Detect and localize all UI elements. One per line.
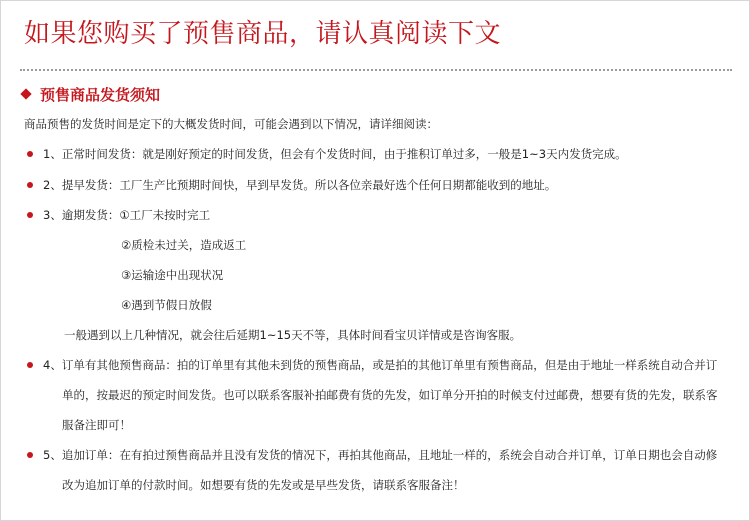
overdue-reason-3: ③运输途中出现状况 — [121, 268, 224, 282]
list-item-5-line-1: 5、追加订单：在有拍过预售商品并且没有发货的情况下，再拍其他商品，且地址一样的，系统会自动合并订单，订单日期也会自动修 — [43, 448, 718, 462]
list-item-4-line-2: 单的，按最迟的预定时间发货。也可以联系客服补拍邮费有货的先发，如订单分开拍的时候支付过邮费，想要有货的先发，联系客 — [62, 388, 718, 402]
list-item-4-line-3: 服备注即可！ — [62, 418, 131, 432]
diamond-icon — [20, 88, 31, 99]
list-item-3-line-1: 3、逾期发货：①工厂未按时完工 — [43, 208, 211, 222]
overdue-reason-2: ②质检未过关，造成返工 — [121, 238, 247, 252]
bullet-icon — [27, 212, 33, 218]
bullet-icon — [27, 362, 33, 368]
section-heading — [22, 84, 160, 106]
intro-text: 商品预售的发货时间是定下的大概发货时间，可能会遇到以下情况，请详细阅读： — [24, 117, 438, 131]
overdue-reason-4: ④遇到节假日放假 — [121, 298, 212, 312]
list-item-1-line-1: 1、正常时间发货：就是刚好预定的时间发货，但会有个发货时间，由于推积订单过多，一般是1~3天内发货完成。 — [43, 147, 627, 161]
list-item-2-line-1: 2、提早发货：工厂生产比预期时间快，早到早发货。所以各位亲最好选个任何日期都能收到的地址。 — [43, 178, 557, 192]
bullet-icon — [27, 151, 33, 157]
overdue-note: 一般遇到以上几种情况，就会往后延期1~15天不等，具体时间看宝贝详情或是咨询客服。 — [64, 328, 522, 342]
list-item-5-line-2: 改为追加订单的付款时间。如想要有货的先发或是早些发货，请联系客服备注！ — [62, 478, 465, 492]
dotted-divider — [20, 69, 732, 71]
page-title: 如果您购买了预售商品，请认真阅读下文 — [24, 19, 502, 49]
bullet-icon — [27, 452, 33, 458]
list-item-4-line-1: 4、订单有其他预售商品：拍的订单里有其他未到货的预售商品，或是拍的其他订单里有预售商品，但是由于地址一样系统自动合并订 — [43, 358, 718, 372]
bullet-icon — [27, 182, 33, 188]
section-heading-label: 预售商品发货须知 — [40, 86, 161, 104]
